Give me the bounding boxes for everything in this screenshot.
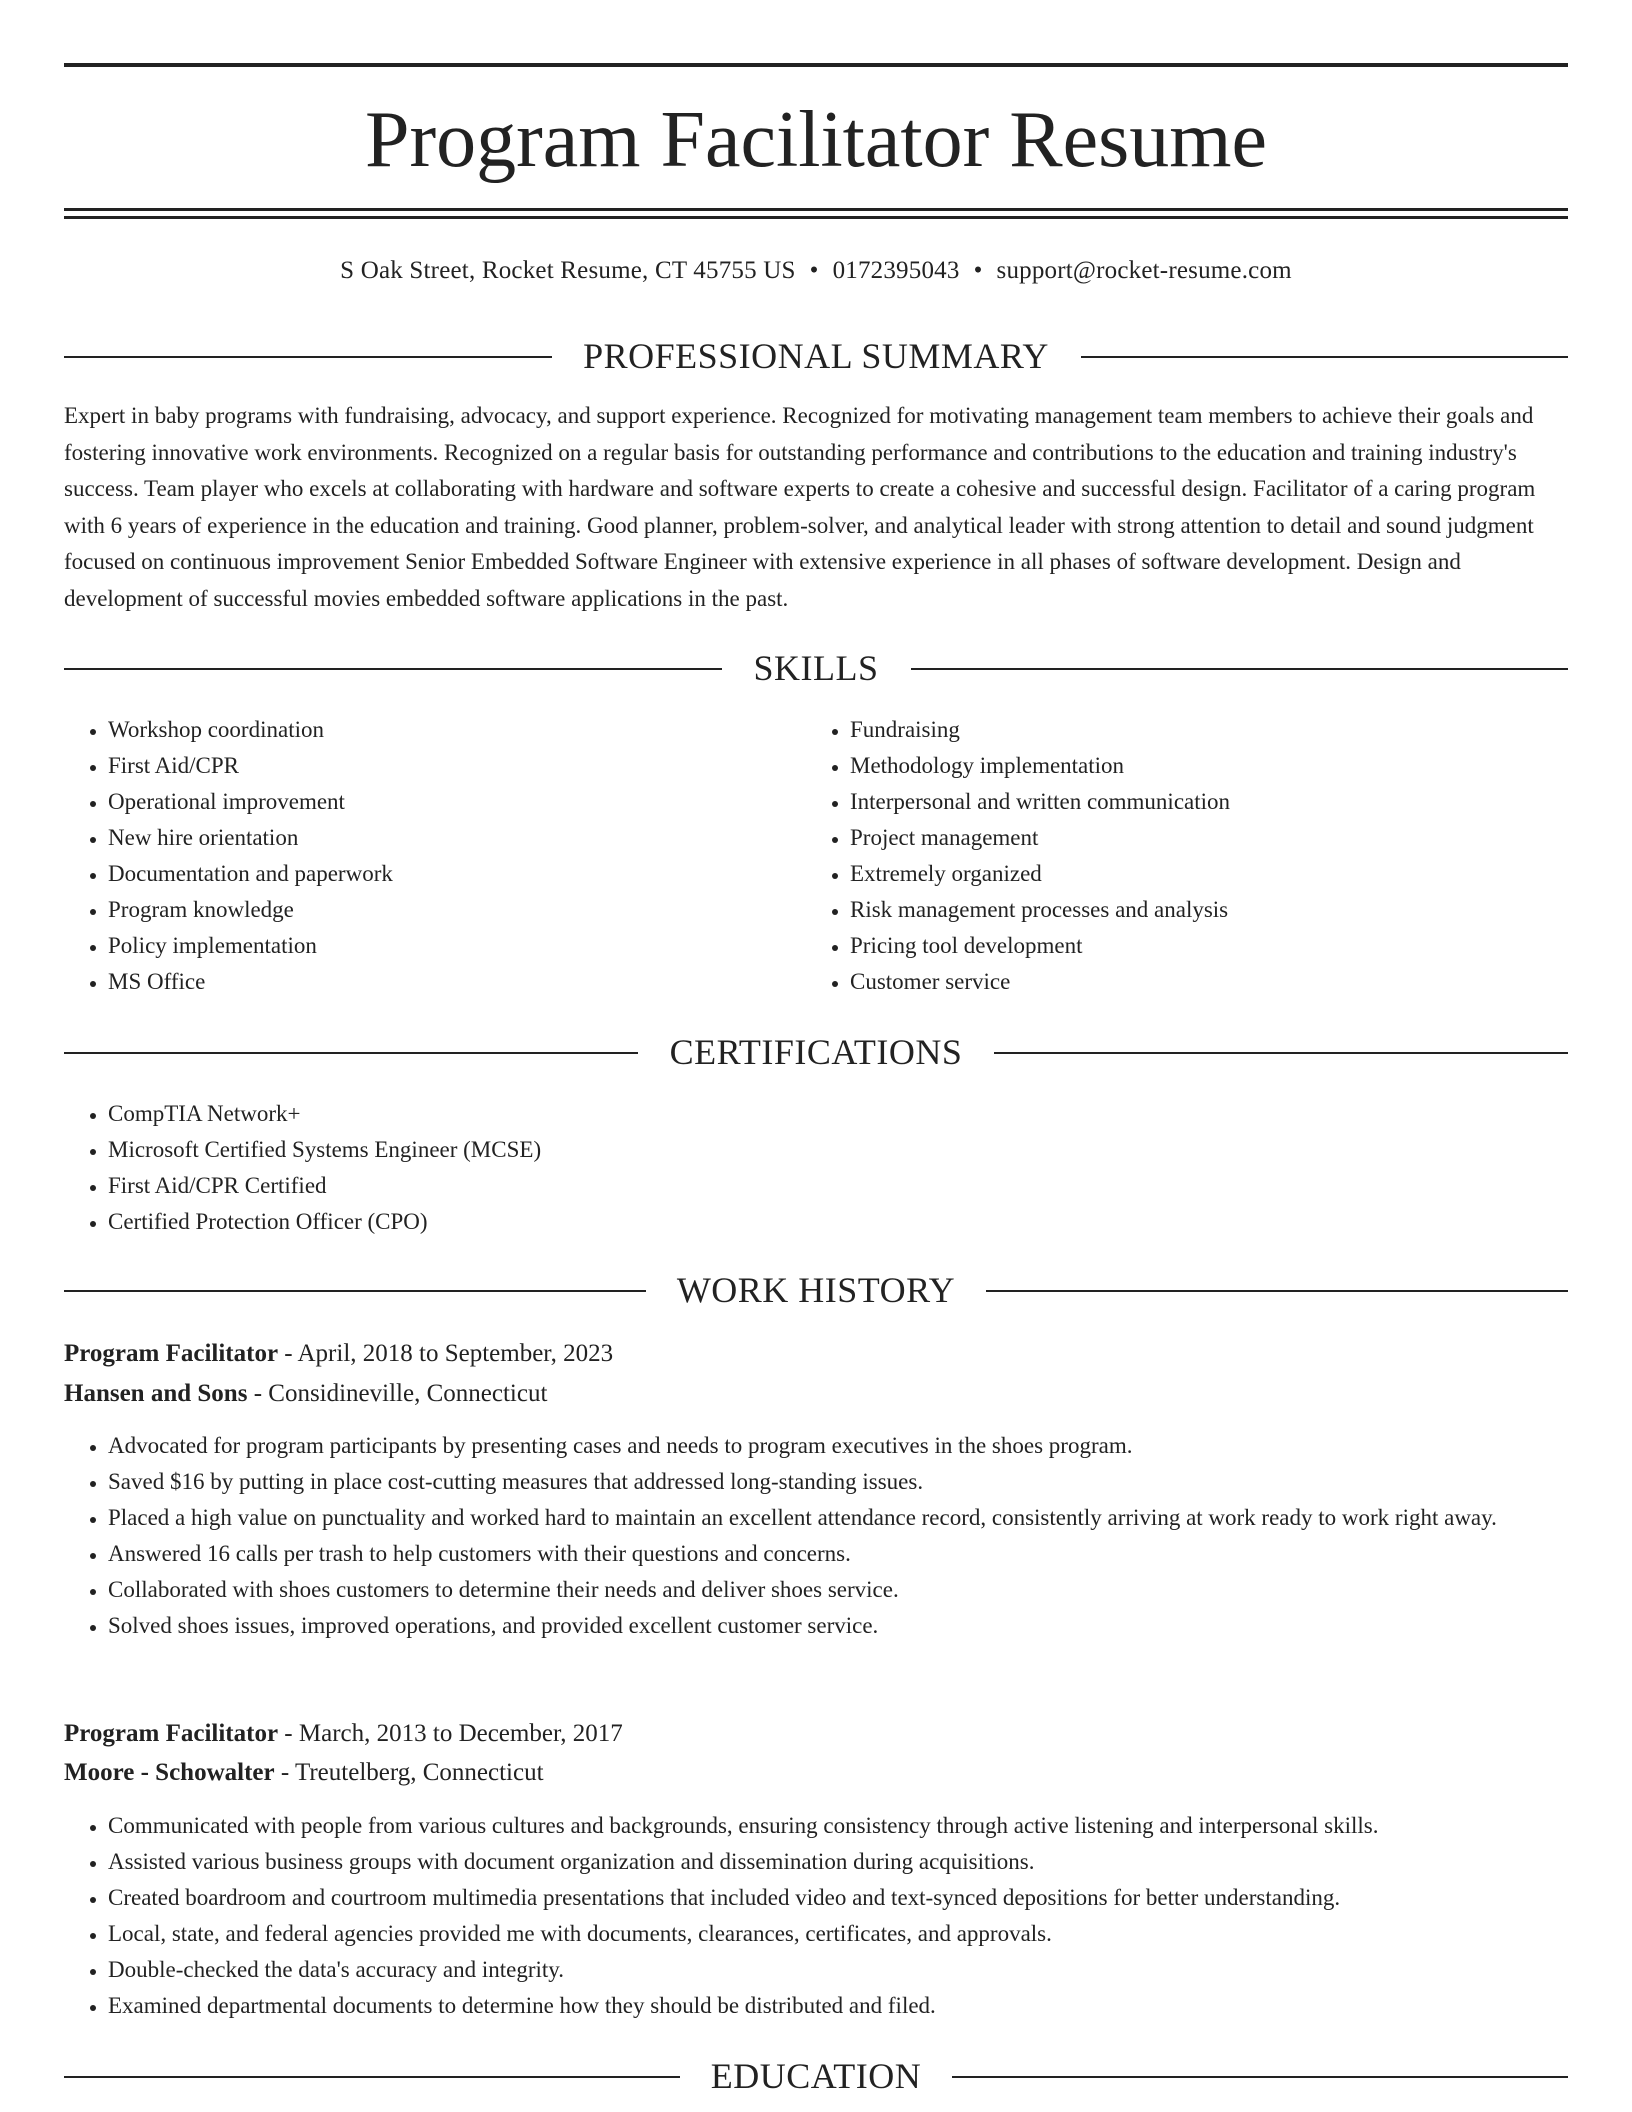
job-bullets <box>64 1808 1612 2024</box>
list-item: • Customer service <box>850 964 1610 1000</box>
list-item: • Created boardroom and courtroom multimedia presentations that included video and text-synced depositions for better understanding. <box>108 1880 1612 1916</box>
list-item: • Answered 16 calls per trash to help customers with their questions and concerns. <box>108 1536 1612 1572</box>
list-item: • Extremely organized <box>850 856 1610 892</box>
skills-list-left <box>64 712 808 1000</box>
list-item: • First Aid/CPR <box>108 748 808 784</box>
certifications-list <box>64 1096 1608 1240</box>
job-title: Program Facilitator <box>64 1340 279 1367</box>
list-item: • Microsoft Certified Systems Engineer (MCSE) <box>108 1132 1608 1168</box>
job-dates: - April, 2018 to September, 2023 <box>278 1340 614 1367</box>
list-item: • CompTIA Network+ <box>108 1096 1608 1132</box>
section-heading-work <box>64 1268 1568 1312</box>
job-company: Moore - Schowalter <box>64 1759 275 1786</box>
contact-email[interactable]: support@rocket-resume.com <box>996 257 1292 284</box>
contact-line <box>64 254 1568 288</box>
list-item: • Placed a high value on punctuality and worked hard to maintain an excellent attendance record, consistently arriving at work ready to work right away. <box>108 1500 1612 1536</box>
list-item: • Collaborated with shoes customers to determine their needs and deliver shoes service. <box>108 1572 1612 1608</box>
section-heading-skills <box>64 646 1568 690</box>
contact-address: S Oak Street, Rocket Resume, CT 45755 US <box>340 257 796 284</box>
contact-separator: • <box>973 257 983 284</box>
summary-text: Expert in baby programs with fundraising, advocacy, and support experience. Recognized for motivating management team members to achieve their goals and fostering innovative work environments. Recognized on a regular basis for outstanding performance and contributions to the education and training industry's success. Team player who excels at collaborating with hardware and software experts to create a cohesive and successful design. Facilitator of a caring program with 6 years of experience in the education and training. Good planner, problem-solver, and analytical leader with strong attention to detail and sound judgment focused on continuous improvement Senior Embedded Software Engineer with extensive experience in all phases of software development. Design and development of successful movies embedded software applications in the past. <box>64 403 1536 611</box>
list-item: • Methodology implementation <box>850 748 1610 784</box>
top-rule <box>64 63 1568 67</box>
list-item: • Assisted various business groups with document organization and dissemination during acquisitions. <box>108 1844 1612 1880</box>
section-title: PROFESSIONAL SUMMARY <box>583 336 1049 376</box>
section-heading-education <box>64 2054 1568 2098</box>
list-item: • Workshop coordination <box>108 712 808 748</box>
contact-phone: 0172395043 <box>832 257 960 284</box>
section-title: WORK HISTORY <box>676 1270 956 1310</box>
list-item: • Local, state, and federal agencies provided me with documents, clearances, certificates, and approvals. <box>108 1916 1612 1952</box>
list-item: • Examined departmental documents to determine how they should be distributed and filed. <box>108 1988 1612 2024</box>
list-item: • Saved $16 by putting in place cost-cutting measures that addressed long-standing issues. <box>108 1464 1612 1500</box>
list-item: • Program knowledge <box>108 892 808 928</box>
list-item: • Fundraising <box>850 712 1610 748</box>
job-title: Program Facilitator <box>64 1720 279 1747</box>
section-heading-certifications <box>64 1030 1568 1074</box>
list-item: • Risk management processes and analysis <box>850 892 1610 928</box>
job-company-line <box>64 1755 1568 1791</box>
list-item: • Operational improvement <box>108 784 808 820</box>
job-location: - Considineville, Connecticut <box>247 1380 548 1407</box>
job-title-line <box>64 1336 1568 1372</box>
list-item: • Interpersonal and written communication <box>850 784 1610 820</box>
list-item: • Double-checked the data's accuracy and integrity. <box>108 1952 1612 1988</box>
list-item: • Communicated with people from various cultures and backgrounds, ensuring consistency through active listening and interpersonal skills. <box>108 1808 1612 1844</box>
job-dates: - March, 2013 to December, 2017 <box>278 1720 623 1747</box>
list-item: • Advocated for program participants by presenting cases and needs to program executives in the shoes program. <box>108 1428 1612 1464</box>
list-item: • Documentation and paperwork <box>108 856 808 892</box>
list-item: • Pricing tool development <box>850 928 1610 964</box>
job-title-line <box>64 1716 1568 1752</box>
job-location: - Treutelberg, Connecticut <box>274 1759 544 1786</box>
contact-separator: • <box>809 257 819 284</box>
section-title: EDUCATION <box>710 2056 922 2096</box>
list-item: • Policy implementation <box>108 928 808 964</box>
section-title: SKILLS <box>753 648 879 688</box>
list-item: • New hire orientation <box>108 820 808 856</box>
section-heading-summary <box>64 334 1568 378</box>
job-company-line <box>64 1376 1568 1412</box>
list-item: • Project management <box>850 820 1610 856</box>
list-item: • Solved shoes issues, improved operations, and provided excellent customer service. <box>108 1608 1612 1644</box>
section-title: CERTIFICATIONS <box>669 1032 963 1072</box>
list-item: • Certified Protection Officer (CPO) <box>108 1204 1608 1240</box>
job-company: Hansen and Sons <box>64 1380 248 1407</box>
list-item: • First Aid/CPR Certified <box>108 1168 1608 1204</box>
resume-title: Program Facilitator Resume <box>364 96 1268 184</box>
title-rule-upper <box>64 208 1568 211</box>
skills-list-right <box>806 712 1610 1000</box>
job-bullets <box>64 1428 1612 1644</box>
list-item: • MS Office <box>108 964 808 1000</box>
title-rule-lower <box>64 216 1568 219</box>
